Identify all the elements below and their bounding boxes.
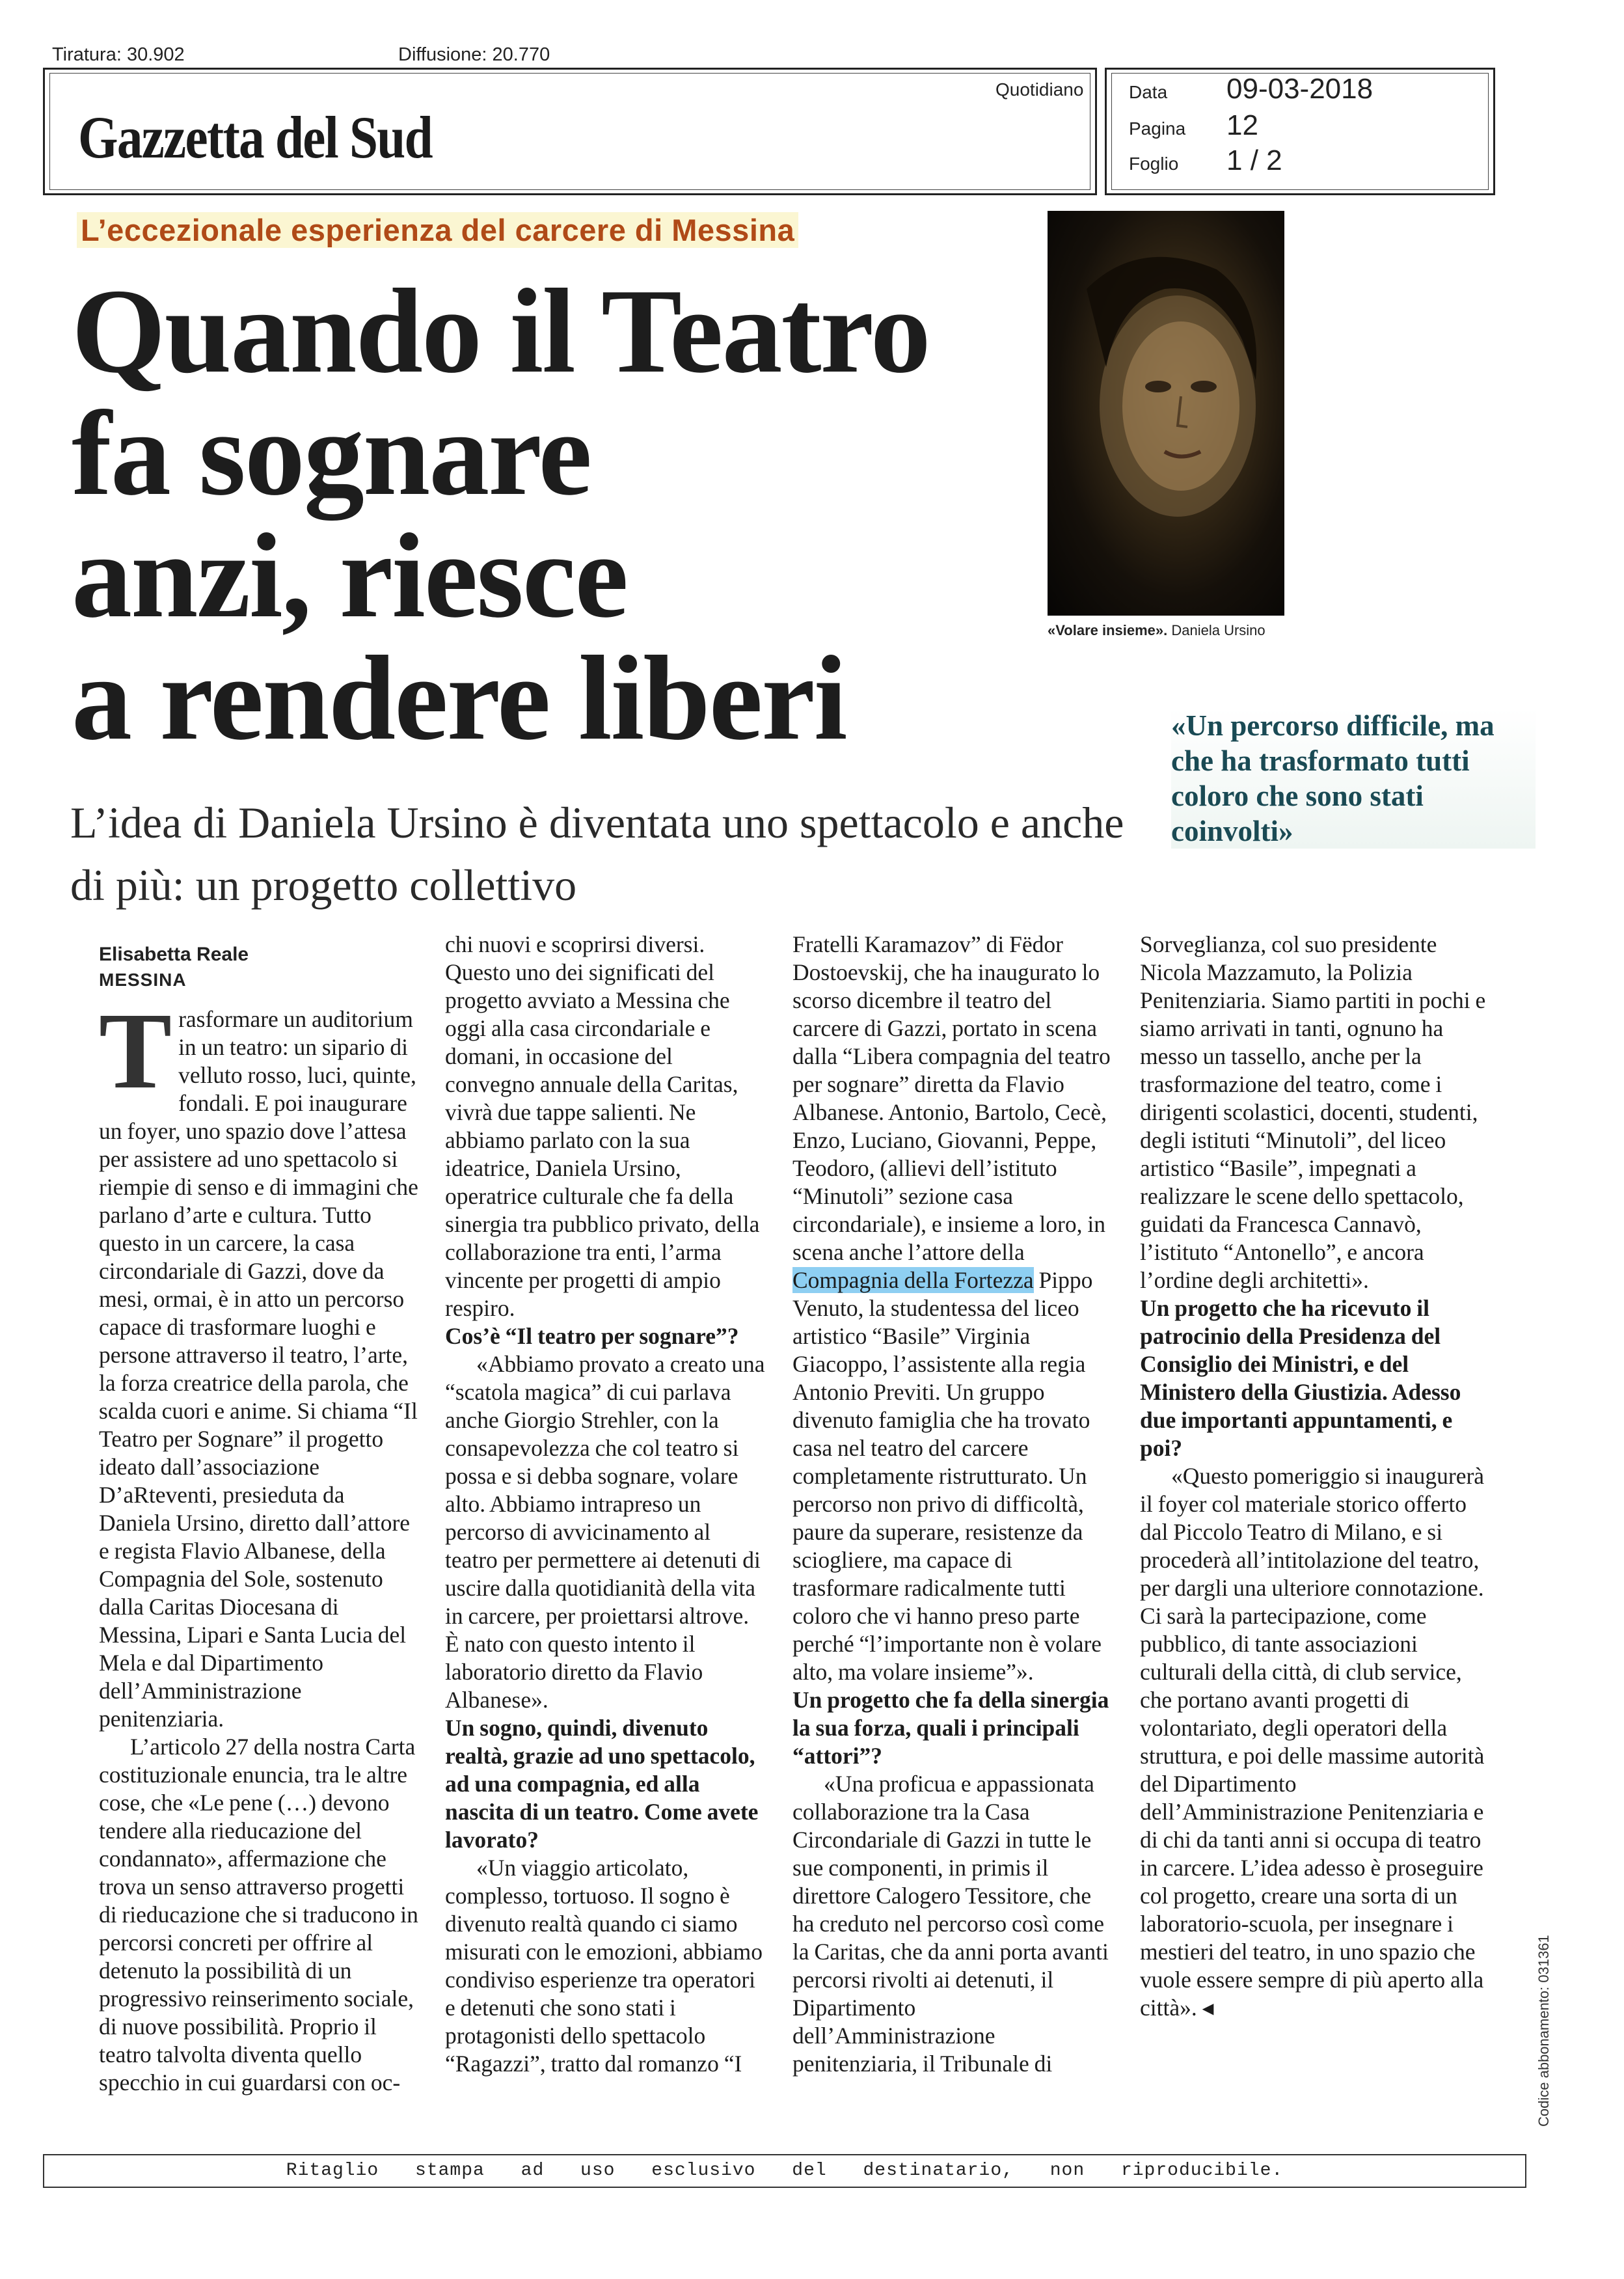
foglio-label: Foglio: [1129, 154, 1179, 174]
paragraph: «Abbiamo provato a creato una “scatola magica” di cui parlava anche Giorgio Strehler, con la consapevolezza che col teatro si possa e si debba sognare, volare alto. Abbiamo intrapreso un percorso di avvicinamento al teatro per permettere ai detenuti di uscire dalla quotidianità della vita in carcere, per proiettarsi altrove. È nato con questo intento il laboratorio diretto da Flavio Albanese».: [445, 1351, 765, 1713]
paragraph: «Questo pomeriggio si inaugurerà il foyer col materiale storico offerto dal Piccolo Teatro di Milano, e si procederà all’intitolazione del teatro, per dargli una ulteriore connotazione. Ci sarà la partecipazione, come pubblico, di tante associazioni culturali della città, di club service, che portano avanti progetti di volontariato, degli operatori della struttura, e poi delle massime autorità del Dipartimento dell’Amministrazione Penitenziaria e di chi da tanti anni si occupa di teatro in carcere. L’idea adesso è proseguire col progetto, creare una sorta di un laboratorio-scuola, per insegnare i mestieri del teatro, in uno spazio che vuole essere sempre di più aperto alla città». ◂: [1140, 1463, 1485, 2021]
drop-cap: T: [99, 990, 172, 1112]
paragraph: chi nuovi e scoprirsi diversi. Questo uno dei significati del progetto avviato a Messina che oggi alla casa circondariale e domani, in occasione del convegno annuale della Caritas, vivrà due tappe salienti. Ne abbiamo parlato con la sua ideatrice, Daniela Ursino, operatrice culturale che fa della sinergia tra pubblico privato, della collaborazione tra enti, l’arma vincente per progetti di ampio respiro.: [445, 931, 760, 1321]
subscription-code: Codice abbonamento: 031361: [1536, 1935, 1552, 2127]
interview-question: Un sogno, quindi, divenuto realtà, grazie ad uno spettacolo, ad una compagnia, ed alla nascita di un teatro. Come avete lavorato?: [445, 1715, 759, 1853]
interview-question: Un progetto che fa della sinergia la sua forza, quali i principali “attori”?: [792, 1687, 1109, 1769]
tiratura-label: Tiratura: 30.902: [52, 44, 185, 65]
data-label: Data: [1129, 82, 1168, 102]
article-kicker: L’eccezionale esperienza del carcere di Messina: [77, 212, 798, 248]
interview-question: Un progetto che ha ricevuto il patrocinio della Presidenza del Consiglio dei Ministri, e del Ministero della Giustizia. Adesso due importanti appuntamenti, e poi?: [1140, 1295, 1461, 1461]
article-headline: [72, 264, 1022, 765]
pagina-value: 12: [1226, 109, 1258, 141]
diffusione-label: Diffusione: 20.770: [398, 44, 550, 65]
headline-line: a rendere liberi: [72, 631, 846, 765]
footer-notice: Ritaglio stampa ad uso esclusivo del destinatario, non riproducibile.: [286, 2161, 1284, 2181]
headline-line: anzi, riesce: [72, 509, 627, 643]
pagina-label: Pagina: [1129, 118, 1186, 139]
byline-author: Elisabetta Reale: [99, 944, 249, 965]
interview-question: Cos’è “Il teatro per sognare”?: [445, 1323, 739, 1349]
data-value: 09-03-2018: [1226, 73, 1374, 105]
foglio-value: 1 / 2: [1226, 144, 1282, 176]
article-column-4: [1140, 931, 1498, 2022]
paragraph: «Un viaggio articolato, complesso, tortuoso. Il sogno è divenuto realtà quando ci siamo misurati con le emozioni, abbiamo condiviso esperienze tra operatori e detenuti che sono stati i protagonisti dello spettacolo “Ragazzi”, tratto dal romanzo “I: [445, 1855, 763, 2077]
portrait-photo: [1048, 211, 1284, 616]
paragraph: L’articolo 27 della nostra Carta costituzionale enuncia, tra le altre cose, che «Le pene (…) devono tendere alla rieducazione del condannato», affermazione che trova un senso attraverso progetti di rieducazione che si traducono in percorsi concreti per offrire al detenuto la possibilità di un progressivo reinserimento sociale, di nuove possibilità. Proprio il teatro talvolta diventa quello specchio in cui guardarsi con oc-: [99, 1734, 418, 2095]
pull-quote: «Un percorso difficile, ma che ha trasformato tutti coloro che sono stati coinvolti»: [1171, 708, 1536, 849]
paragraph: Sorveglianza, col suo presidente Nicola Mazzamuto, la Polizia Penitenziaria. Siamo partiti in pochi e siamo arrivati in tanti, ognuno ha messo un tassello, anche per la trasformazione del teatro, come i dirigenti scolastici, docenti, studenti, degli istituti “Minutoli”, del liceo artistico “Basile”, impegnati a realizzare le scene dello spettacolo, guidati da Francesca Cannavò, l’istituto “Antonello”, e ancora l’ordine degli architetti».: [1140, 931, 1486, 1293]
paragraph: Trasformare un auditorium in un teatro: un sipario di velluto rosso, luci, quinte, fondali. E poi inaugurare un foyer, uno spazio dove l’attesa per assistere ad uno spettacolo si riempie di senso e di immagini che parlano d’arte e cultura. Tutto questo in un carcere, la casa circondariale di Gazzi, dove da mesi, ormai, è in atto un percorso capace di trasformare luoghi e persone attraverso il teatro, l’arte, la forza creatrice della parola, che scalda cuori e anime. Si chiama “Il Teatro per Sognare” il progetto ideato dall’associazione D’aRteventi, presieduta da Daniela Ursino, diretto dall’attore e regista Flavio Albanese, della Compagnia del Sole, sostenuto dalla Caritas Diocesana di Messina, Lipari e Santa Lucia del Mela e dal Dipartimento dell’Amministrazione penitenziaria.: [99, 990, 418, 1732]
article-column-2: [445, 931, 767, 2078]
highlighted-text: Compagnia della Fortezza: [792, 1267, 1034, 1293]
headline-line: Quando il Teatro: [72, 264, 930, 398]
article-column-1: [99, 990, 421, 2097]
paragraph: «Una proficua e appassionata collaborazione tra la Casa Circondariale di Gazzi in tutte le sue componenti, in primis il direttore Calogero Tessitore, che ha creduto nel percorso così come la Caritas, che da anni porta avanti percorsi rivolti ai detenuti, il Dipartimento dell’Amministrazione penitenziaria, il Tribunale di: [792, 1771, 1109, 2077]
portrait-illustration: [1048, 211, 1284, 616]
byline-location: MESSINA: [99, 970, 187, 990]
publication-name: Gazzetta del Sud: [78, 104, 432, 171]
headline-line: fa sognare: [72, 387, 591, 521]
article-subheadline: L’idea di Daniela Ursino è diventata uno spettacolo e anche di più: un progetto collettivo: [70, 798, 1124, 910]
article-column-3: [792, 931, 1115, 2078]
photo-caption: «Volare insieme». Daniela Ursino: [1048, 622, 1265, 638]
publication-type: Quotidiano: [995, 79, 1084, 100]
paragraph: Fratelli Karamazov” di Fëdor Dostoevskij, che ha inaugurato lo scorso dicembre il teatro del carcere di Gazzi, portato in scena dalla “Libera compagnia del teatro per sognare” diretta da Flavio Albanese. Antonio, Bartolo, Cecè, Enzo, Luciano, Giovanni, Peppe, Teodoro, (allievi dell’istituto “Minutoli” sezione casa circondariale), e insieme a loro, in scena anche l’attore della Compagnia della Fortezza Pippo Venuto, la studentessa del liceo artistico “Basile” Virginia Giacoppo, l’assistente alla regia Antonio Previti. Un gruppo divenuto famiglia che ha trovato casa nel teatro del carcere completamente ristrutturato. Un percorso non privo di difficoltà, paure da superare, resistenze da sciogliere, ma capace di trasformare radicalmente tutti coloro che vi hanno preso parte perché “l’importante non è volare alto, ma volare insieme”».: [792, 931, 1111, 1685]
